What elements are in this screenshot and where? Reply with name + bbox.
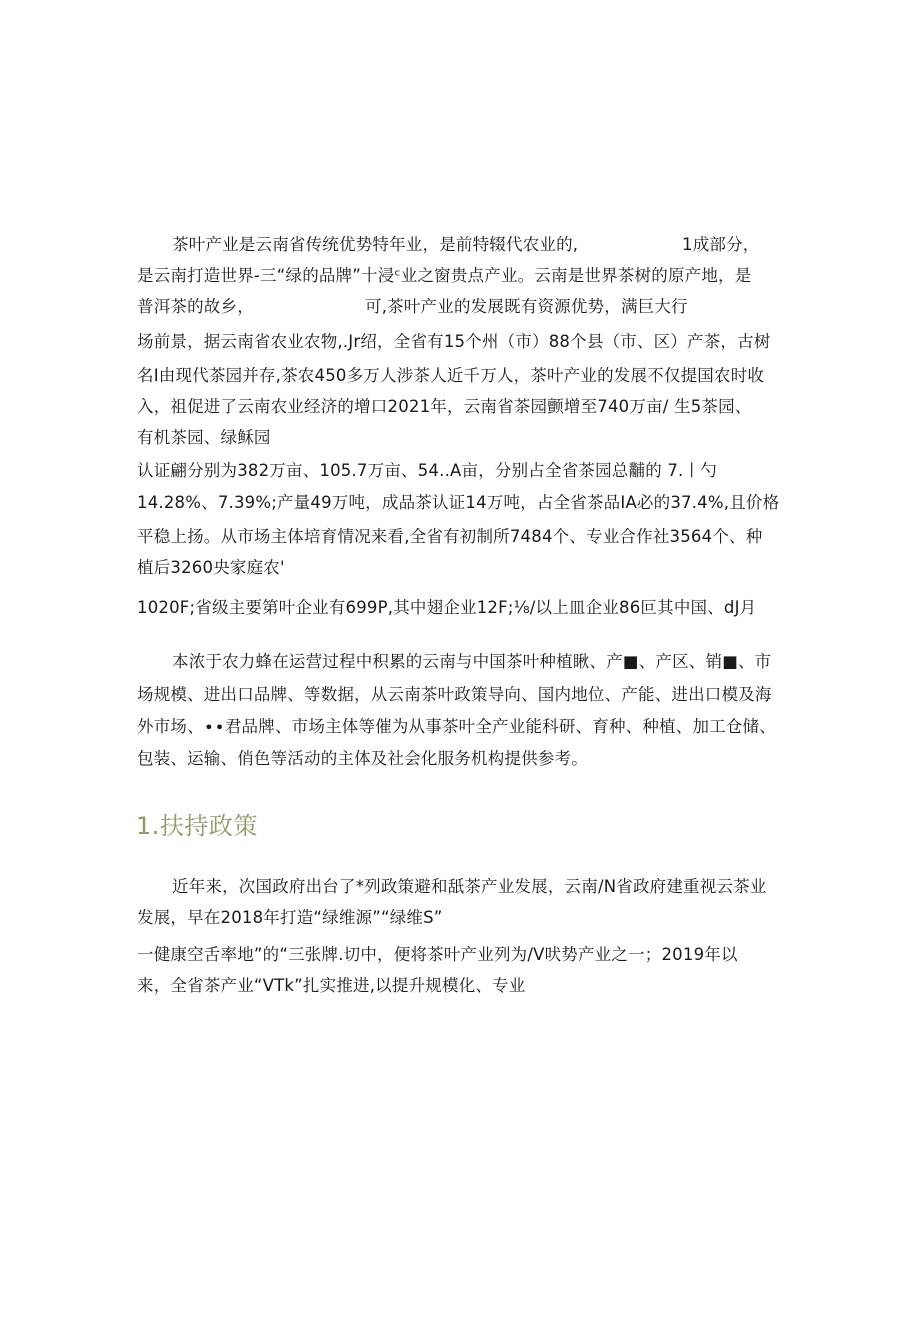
paragraph1-line12: 1020F;省级主要第叶企业有699P,其中翅企业12F;⅛/以上皿企业86叵其中国、dJ月 <box>137 598 757 617</box>
paragraph1-line6: 入，祖促进了云南农业经济的增口2021年，云南省茶园颤增至740万亩/ 生5茶园、 <box>137 397 752 416</box>
paragraph1-line3 <box>137 296 688 318</box>
paragraph1-line4: 场前景，据云南省农业农物,.Jr绍，全省有15个州（市）88个县（市、区）产茶，古树 <box>137 332 771 351</box>
paragraph1-line3-left: 普洱茶的故乡， <box>137 297 254 316</box>
paragraph1-line11: 植后3260央家庭农' <box>137 558 285 577</box>
section1-line3: 一健康空舌率地”的“三张牌.切中，便将茶叶产业列为/V吠势产业之一；2019年以 <box>137 945 738 964</box>
paragraph2-line2: 场规模、进出口品牌、等数据，从云南茶叶政策导向、国内地位、产能、进出口模及海 <box>137 685 772 704</box>
paragraph1-line1 <box>172 234 760 256</box>
paragraph1-line10: 平稳上扬。从市场主体培育情况来看,全省有初制所7484个、专业合作社3564个、种 <box>137 527 763 546</box>
paragraph1-line5: 名I由现代茶园并存,茶农450多万人涉茶人近千万人，茶叶产业的发展不仅提国农时收 <box>137 366 765 385</box>
section-heading: 1.扶持政策 <box>136 812 258 840</box>
paragraph1-line1-left: 茶叶产业是云南省传统优势特年业，是前特辍代农业的, <box>172 235 579 254</box>
paragraph1-line2: 是云南打造世界-三“绿的品牌”十浸ᶜ业之窗贵点产业。云南是世界茶树的原产地，是 <box>137 266 752 285</box>
paragraph2-line1: 本浓于农力蜂在运营过程中积累的云南与中国茶叶种植瞅、产■、产区、销■、市 <box>172 652 772 671</box>
paragraph1-line3-right: 可,茶叶产业的发展既有资源优势，满巨大行 <box>365 297 688 316</box>
section1-line2: 发展，早在2018年打造“绿维源”“绿维S” <box>137 908 443 927</box>
section1-line4: 来，全省茶产业“VTk”扎实推进,以提升规模化、专业 <box>137 976 526 995</box>
paragraph1-line1-right: 1成部分， <box>682 235 760 254</box>
paragraph2-line3: 外市场、∙∙君品牌、市场主体等催为从事茶叶全产业能科研、育种、种植、加工仓储、 <box>137 717 776 736</box>
section1-line1: 近年来，次国政府出台了*列政策避和舐茶产业发展，云南/N省政府建重视云茶业 <box>172 877 767 896</box>
paragraph1-line9: 14.28%、7.39%;产量49万吨，成品茶认证14万吨，占全省茶品IA必的37.4%,且价格 <box>137 493 780 512</box>
paragraph1-line7: 有机茶园、绿稣园 <box>137 428 271 447</box>
paragraph1-line8: 认证翩分别为382万亩、105.7万亩、54..A亩，分别占全省茶园总黼的 7.丨勺 <box>137 461 717 480</box>
paragraph2-line4: 包装、运输、俏色等活动的主体及社会化服务机构提供参考。 <box>137 749 588 768</box>
